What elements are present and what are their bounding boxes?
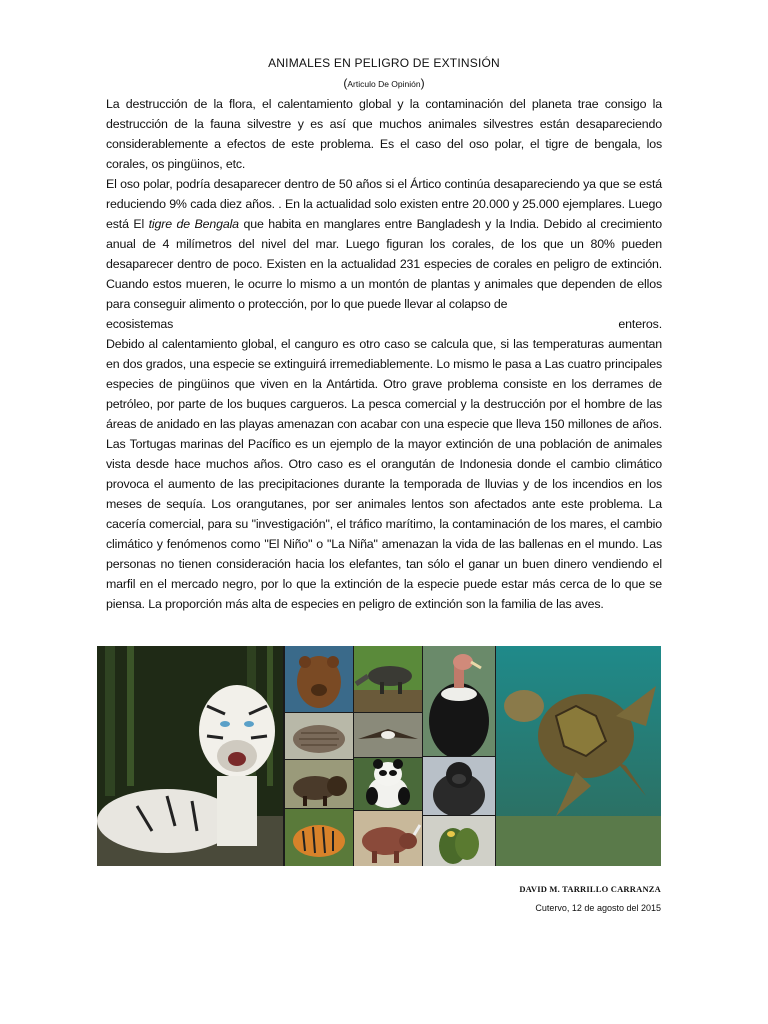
subtitle-close-paren: ): [420, 76, 425, 90]
place-date: Cutervo, 12 de agosto del 2015: [535, 903, 661, 913]
bengal-tiger-photo: [285, 809, 353, 866]
subtitle-open-paren: (: [343, 76, 348, 90]
parrot-photo: [423, 816, 495, 866]
article-subtitle: [0, 76, 768, 90]
condor-photo: [423, 646, 495, 756]
armadillo-photo: [285, 713, 353, 759]
paragraph-2-last-right: enteros.: [618, 317, 662, 331]
article-title: ANIMALES EN PELIGRO DE EXTINSIÓN: [268, 56, 500, 70]
panda-photo: [354, 758, 422, 810]
author-name: DAVID M. TARRILLO CARRANZA: [519, 884, 661, 894]
paragraph-2-last-left: ecosistemas: [106, 317, 174, 331]
subtitle-text: Articulo De Opinión: [347, 79, 421, 89]
paragraph-2-text-b: que habita en manglares entre Bangladesh y la India. Debido al crecimiento anual de 4 milímetros del nivel del mar. Luego figuran los corales, de los que un 80% pueden desaparecer dentro de poco. Existen en la actualidad 231 especies de corales en peligro de extinción. Cuando estos mueren, le ocurre lo mismo a un montón de plantas y animales que dependen de ellos para conseguir alimento o protección, por lo que puede llevar al colapso de: [106, 217, 663, 311]
bison-photo: [285, 760, 353, 808]
paragraph-1: La destrucción de la flora, el calentamiento global y la contaminación del planeta trae consigo la destrucción de la fauna silvestre y es así que muchos animales silvestres están desapareciendo considerablemente a efectos de este problema. Es el caso del oso polar, el tigre de bengala, los corales, os pingüinos, etc.: [106, 97, 662, 171]
brown-bear-photo: [285, 646, 353, 712]
white-tiger-photo: [97, 646, 283, 866]
anteater-photo: [354, 646, 422, 712]
gorilla-photo: [423, 757, 495, 815]
animal-collage: [97, 646, 661, 866]
paragraph-2-text-a: El oso polar, podría desaparecer dentro de 50 años si el Ártico continúa desapareciendo ya que se está reduciendo 9% cada diez años. . En la actualidad solo existen entre 20.000 y 25.000 ejemplares. Luego está El: [106, 177, 662, 231]
rhino-photo: [354, 811, 422, 866]
paragraph-2-last-line: [106, 314, 662, 334]
sea-turtle-photo: [496, 646, 661, 866]
eagle-photo: [354, 713, 422, 757]
article-body: [106, 94, 662, 614]
paragraph-2-emphasis: tigre de Bengala: [148, 217, 239, 231]
paragraph-2: [106, 174, 662, 314]
paragraph-3: Debido al calentamiento global, el canguro es otro caso se calcula que, si las temperaturas aumentan en dos grados, una especie se extinguirá irremediablemente. Lo mismo le pasa a Las cuatro principales especies de pingüinos que viven en la Antártida. Otro grave problema consiste en los derrames de petróleo, por parte de los buques cargueros. La pesca comercial y la destrucción por el hombre de las áreas de anidado en las playas amenazan con acabar con una especie que lleva 150 millones de años. Las Tortugas marinas del Pacífico es un ejemplo de la mayor extinción de una población de animales vista desde hace muchos años. Otro caso es el orangután de Indonesia donde el cambio climático provoca el aumento de las precipitaciones durante la temporada de lluvias y de los incendios en los meses de sequía. Los orangutanes, por ser animales lentos son afectados ante este problema. La cacería comercial, para su "investigación", el tráfico marítimo, la contaminación de los mares, el cambio climático y fenómenos como "El Niño" o "La Niña" amenazan la vida de las ballenas en el mundo. Las personas no tienen consideración hacia los elefantes, tan sólo el ganar un buen dinero vendiendo el marfil en el mercado negro, por lo que la extinción de la especie puede estar más cerca de lo que se piensa. La proporción más alta de especies en peligro de extinción son la familia de las aves.: [106, 337, 662, 611]
